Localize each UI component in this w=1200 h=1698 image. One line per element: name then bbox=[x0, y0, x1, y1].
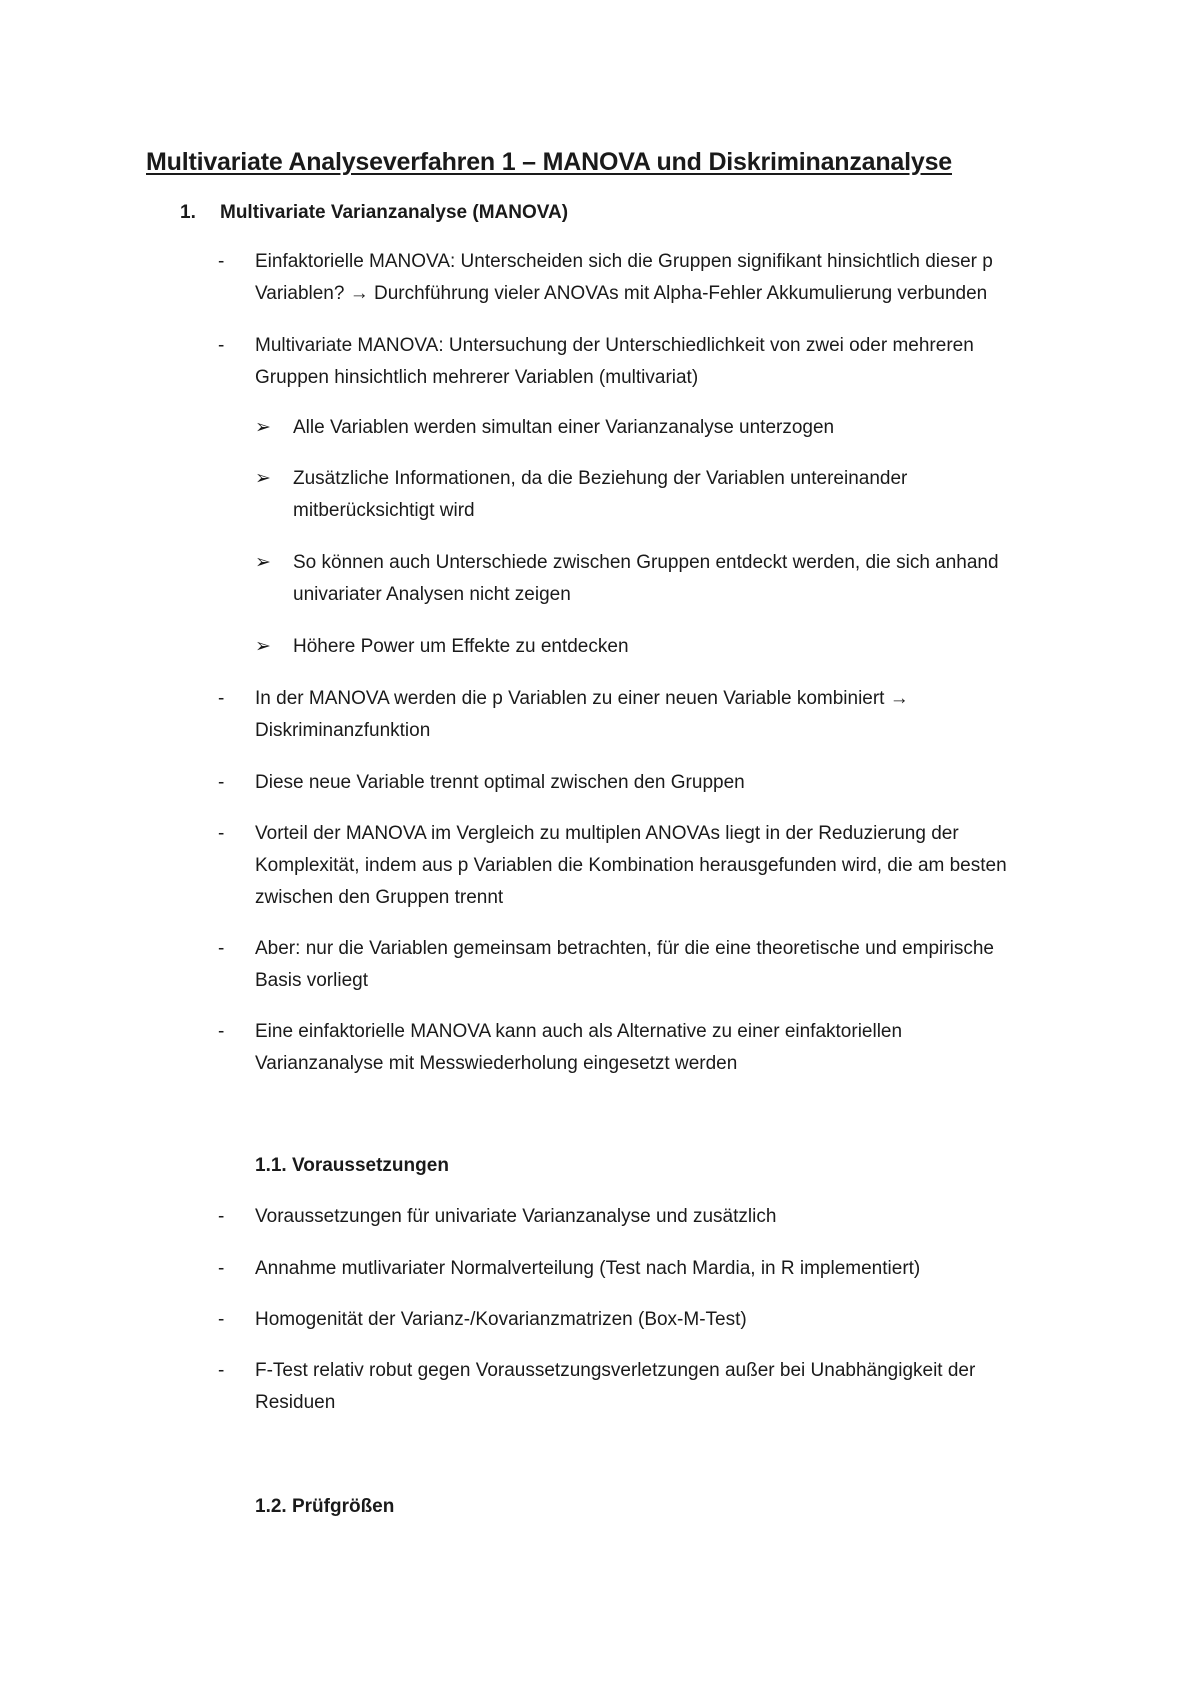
arrowhead-bullet-icon: ➢ bbox=[255, 636, 271, 657]
sub-list-item-line: Höhere Power um Effekte zu entdecken bbox=[293, 636, 629, 657]
list-item bbox=[255, 818, 1007, 914]
sub-list-item-line: Alle Variablen werden simultan einer Varianzanalyse unterzogen bbox=[293, 417, 835, 438]
dash-bullet: - bbox=[218, 1258, 225, 1279]
list-item-line: F-Test relativ robut gegen Voraussetzungsverletzungen außer bei Unabhängigkeit der bbox=[255, 1360, 976, 1381]
sub-list-item-line: Zusätzliche Informationen, da die Beziehung der Variablen untereinander bbox=[293, 468, 908, 489]
list-item bbox=[255, 1253, 920, 1285]
list-item-line: Multivariate MANOVA: Untersuchung der Unterschiedlichkeit von zwei oder mehreren bbox=[255, 335, 974, 356]
sub-list-item bbox=[293, 631, 629, 663]
dash-bullet: - bbox=[218, 938, 225, 959]
list-item-line: Homogenität der Varianz-/Kovarianzmatrizen (Box-M-Test) bbox=[255, 1309, 747, 1330]
list-item bbox=[255, 330, 974, 394]
list-item-line: Residuen bbox=[255, 1392, 336, 1413]
dash-bullet: - bbox=[218, 1021, 225, 1042]
subsection-heading: 1.1. Voraussetzungen bbox=[255, 1155, 449, 1176]
list-item bbox=[255, 767, 745, 799]
list-item-line: Variablen? → Durchführung vieler ANOVAs mit Alpha-Fehler Akkumulierung verbunden bbox=[255, 283, 988, 304]
sub-list-item-line: mitberücksichtigt wird bbox=[293, 500, 475, 521]
list-item bbox=[255, 933, 994, 997]
dash-bullet: - bbox=[218, 251, 225, 272]
list-item bbox=[255, 1304, 747, 1336]
list-item bbox=[255, 1016, 902, 1080]
document-title: Multivariate Analyseverfahren 1 – MANOVA und Diskriminanzanalyse bbox=[146, 148, 952, 176]
list-item-line: Basis vorliegt bbox=[255, 970, 368, 991]
list-item-line: Varianzanalyse mit Messwiederholung eingesetzt werden bbox=[255, 1053, 738, 1074]
section-number: 1. bbox=[180, 202, 196, 223]
list-item-line: Diskriminanzfunktion bbox=[255, 720, 431, 741]
section-heading bbox=[180, 202, 568, 224]
list-item bbox=[255, 1355, 975, 1419]
list-item-line: Eine einfaktorielle MANOVA kann auch als Alternative zu einer einfaktoriellen bbox=[255, 1021, 903, 1042]
sub-list-item-line: univariater Analysen nicht zeigen bbox=[293, 584, 571, 605]
list-item-line: Vorteil der MANOVA im Vergleich zu multiplen ANOVAs liegt in der Reduzierung der bbox=[255, 823, 959, 844]
list-item-line: Aber: nur die Variablen gemeinsam betrachten, für die eine theoretische und empirische bbox=[255, 938, 994, 959]
dash-bullet: - bbox=[218, 1206, 225, 1227]
dash-bullet: - bbox=[218, 335, 225, 356]
dash-bullet: - bbox=[218, 823, 225, 844]
sub-list-item bbox=[293, 547, 999, 611]
dash-bullet: - bbox=[218, 1309, 225, 1330]
list-item bbox=[255, 683, 909, 747]
dash-bullet: - bbox=[218, 1360, 225, 1381]
list-item-line: In der MANOVA werden die p Variablen zu einer neuen Variable kombiniert → bbox=[255, 688, 909, 709]
list-item-line: Annahme mutlivariater Normalverteilung (Test nach Mardia, in R implementiert) bbox=[255, 1258, 921, 1279]
list-item-line: Einfaktorielle MANOVA: Unterscheiden sich die Gruppen signifikant hinsichtlich dieser p bbox=[255, 251, 993, 272]
list-item-line: zwischen den Gruppen trennt bbox=[255, 887, 504, 908]
list-item-line: Voraussetzungen für univariate Varianzanalyse und zusätzlich bbox=[255, 1206, 777, 1227]
list-item-line: Diese neue Variable trennt optimal zwischen den Gruppen bbox=[255, 772, 745, 793]
dash-bullet: - bbox=[218, 772, 225, 793]
arrowhead-bullet-icon: ➢ bbox=[255, 552, 271, 573]
subsection-heading: 1.2. Prüfgrößen bbox=[255, 1496, 395, 1517]
list-item bbox=[255, 246, 993, 310]
list-item-line: Komplexität, indem aus p Variablen die Kombination herausgefunden wird, die am besten bbox=[255, 855, 1007, 876]
list-item bbox=[255, 1201, 776, 1233]
section-title: Multivariate Varianzanalyse (MANOVA) bbox=[220, 202, 569, 223]
dash-bullet: - bbox=[218, 688, 225, 709]
list-item-line: Gruppen hinsichtlich mehrerer Variablen (multivariat) bbox=[255, 367, 699, 388]
arrowhead-bullet-icon: ➢ bbox=[255, 417, 271, 438]
arrowhead-bullet-icon: ➢ bbox=[255, 468, 271, 489]
sub-list-item bbox=[293, 412, 834, 444]
sub-list-item bbox=[293, 463, 907, 527]
sub-list-item-line: So können auch Unterschiede zwischen Gruppen entdeckt werden, die sich anhand bbox=[293, 552, 999, 573]
